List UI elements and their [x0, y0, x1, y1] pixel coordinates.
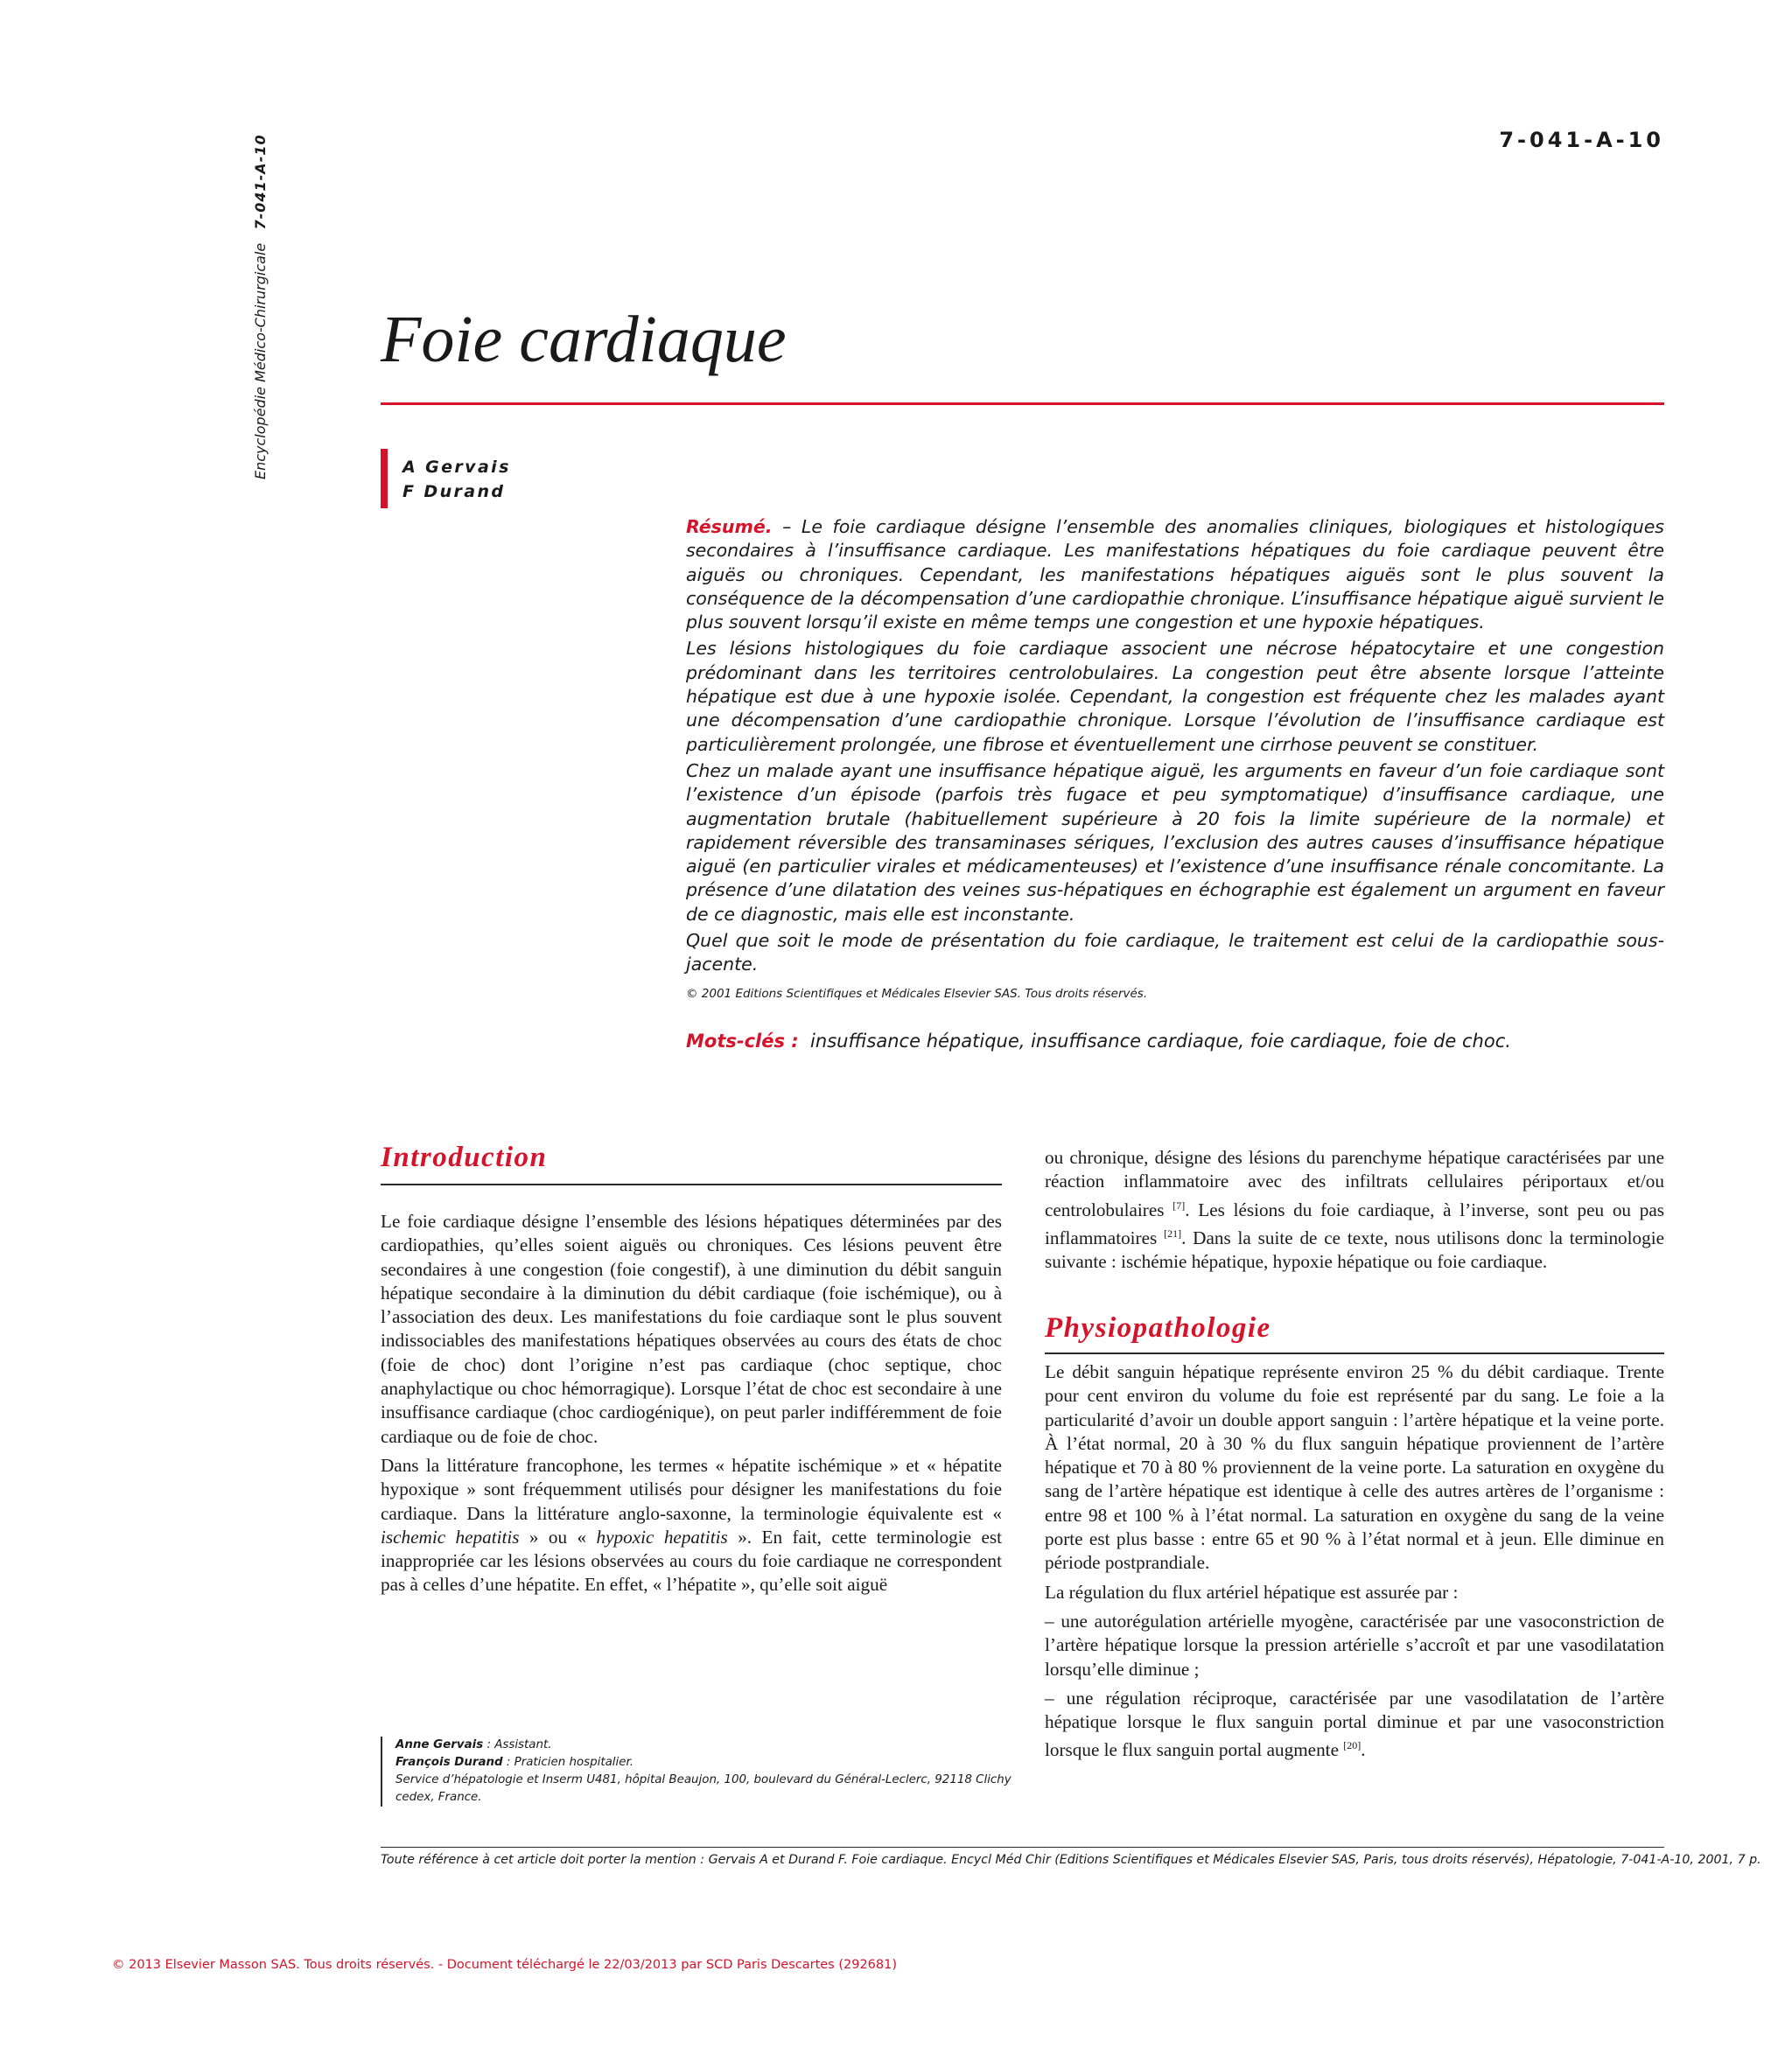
abstract-label: Résumé. [686, 516, 773, 537]
section-heading-physiopathologie: Physiopathologie [1045, 1312, 1271, 1344]
section-heading-rule [1045, 1353, 1664, 1354]
title-divider [381, 402, 1664, 405]
citation: [20] [1343, 1739, 1362, 1752]
section-heading-introduction: Introduction [381, 1142, 548, 1173]
introduction-continued [1045, 1146, 1664, 1280]
keywords-text: insuffisance hépatique, insuffisance cardiaque, foie cardiaque, foie de choc. [810, 1031, 1511, 1052]
abstract-paragraph [686, 515, 1664, 634]
paragraph: Dans la littérature francophone, les termes « hépatite ischémique » et « hépatite hypoxique » sont fréquemment utilisés pour désigner les manifestations du foie cardiaque. Dans la littérature anglo-saxonne, la terminologie équivalente est « ischemic hepatitis » ou « hypoxic hepatitis ». En fait, cette terminologie est inappropriée car les lésions observées au cours du foie cardiaque ne correspondent pas à celles d’une hépatite. En effet, « l’hépatite », qu’elle soit aiguë [381, 1454, 1002, 1596]
abstract-copyright: © 2001 Editions Scientifiques et Médicales Elsevier SAS. Tous droits réservés. [686, 986, 1148, 1001]
journal-code: 7-041-A-10 [252, 134, 269, 230]
keywords [686, 1031, 1664, 1052]
abstract-text: Le foie cardiaque désigne l’ensemble des anomalies cliniques, biologiques et histologiques secondaires à l’insuffisance cardiaque. Les manifestations hépatiques du foie cardiaque peuvent être aiguës ou chroniques. Cependant, les manifestations hépatiques aiguës sont le plus souvent la conséquence de la décompensation d’une cardiopathie chronique. L’insuffisance hépatique aiguë survient le plus souvent lorsqu’il existe en même temps une congestion et une hypoxie hépatiques. [686, 516, 1664, 633]
abstract-paragraph: Quel que soit le mode de présentation du foie cardiaque, le traitement est celui de la cardiopathie sous-jacente. [686, 930, 1664, 975]
abstract [686, 515, 1664, 1009]
italic-term: ischemic hepatitis [381, 1526, 520, 1548]
paragraph: ou chronique, désigne des lésions du parenchyme hépatique caractérisées par une réaction inflammatoire avec des infiltrats cellulaires périportaux et/ou centrolobulaires [7]. Les lésions du foie cardiaque, à l’inverse, sont peu ou pas inflammatoires [21]. Dans la suite de ce texte, nous utilisons donc la terminologie suivante : ischémie hépatique, hypoxie hépatique ou foie cardiaque. [1045, 1147, 1664, 1273]
author-name: A Gervais [402, 458, 511, 477]
reference-divider [381, 1847, 1664, 1848]
journal-name: Encyclopédie Médico-Chirurgicale [252, 242, 269, 479]
citation: [21] [1164, 1227, 1182, 1240]
document-reference: 7-041-A-10 [1499, 128, 1664, 152]
list-item: – une autorégulation artérielle myogène, caractérisée par une vasoconstriction de l’artère hépatique lorsque la pression artérielle s’accroît et par une vasodilatation lorsqu’elle diminue ; [1045, 1610, 1664, 1680]
keywords-label: Mots-clés : [686, 1031, 799, 1052]
side-journal-label [252, 134, 269, 479]
page-title: Foie cardiaque [381, 303, 787, 376]
download-notice: © 2013 Elsevier Masson SAS. Tous droits réservés. - Document téléchargé le 22/03/2013 par SCD Paris Descartes (292681) [112, 1958, 898, 1972]
abstract-paragraph: Chez un malade ayant une insuffisance hépatique aiguë, les arguments en faveur d’un foie cardiaque sont l’existence d’un épisode (parfois très fugace et peu symptomatique) d’insuffisance cardiaque, une augmentation brutale (habituellement supérieure à 20 fois la limite supérieure de la normale) et rapidement réversible des transaminases sériques, l’exclusion des autres causes d’insuffisance hépatique aiguë (en particulier virales et médicamenteuses) et l’existence d’une insuffisance rénale concomitante. La présence d’une dilatation des veines sus-hépatiques en échographie est également un argument en faveur de ce diagnostic, mais elle est inconstante. [686, 759, 1664, 925]
list-item: – une régulation réciproque, caractérisée par une vasodilatation de l’artère hépatique lorsque le flux sanguin portal diminue et par une vasoconstriction lorsque le flux sanguin portal augmente [20]. [1045, 1687, 1664, 1761]
abstract-dash: – [772, 516, 802, 537]
citation: [7] [1172, 1199, 1186, 1212]
author-name: F Durand [402, 482, 506, 501]
author-name: Anne Gervais [396, 1738, 484, 1751]
introduction-body [381, 1210, 1002, 1603]
paragraph: Le foie cardiaque désigne l’ensemble des lésions hépatiques déterminées par des cardiopathies, qu’elles soient aiguës ou chroniques. Ces lésions peuvent être secondaires à une congestion (foie congestif), à une diminution du débit sanguin hépatique secondaire à la diminution du débit cardiaque (foie ischémique), ou à l’association des deux. Les manifestations du foie cardiaque sont le plus souvent indissociables des manifestations hépatiques observées au cours des états de choc (foie de choc) dont l’origine n’est pas cardiaque (choc septique, choc anaphylactique ou choc hémorragique). Lorsque l’état de choc est secondaire à une insuffisance cardiaque (choc cardiogénique), on peut parler indifféremment de foie cardiaque ou de foie de choc. [381, 1211, 1002, 1447]
abstract-paragraph: Les lésions histologiques du foie cardiaque associent une nécrose hépatocytaire et une congestion prédominant dans les territoires centrolobulaires. La congestion peut être absente lorsque l’atteinte hépatique est due à une hypoxie isolée. Cependant, la congestion est fréquente chez les malades ayant une décompensation d’une cardiopathie chronique. Lorsque l’évolution de l’insuffisance cardiaque est particulièrement prolongée, une fibrose et éventuellement une cirrhose peuvent se constituer. [686, 638, 1664, 755]
author-name: François Durand [396, 1756, 503, 1769]
author-affiliation-note: Anne Gervais : Assistant. François Durand : Praticien hospitalier. Service d’hépatologie et Inserm U481, hôpital Beaujon, 100, boulevard du Général-Leclerc, 92118 Clichy cedex, France. [381, 1737, 1017, 1807]
author-list [402, 455, 511, 504]
affiliation: Service d’hépatologie et Inserm U481, hôpital Beaujon, 100, boulevard du Général-Leclerc, 92118 Clichy cedex, France. [396, 1773, 1012, 1804]
paragraph: Le débit sanguin hépatique représente environ 25 % du débit cardiaque. Trente pour cent environ du volume du foie est représenté par du sang. Le foie a la particularité d’avoir un double apport sanguin : l’artère hépatique et la veine porte. À l’état normal, 20 à 30 % du flux sanguin hépatique proviennent de l’artère hépatique et 70 à 80 % proviennent de la veine porte. La saturation en oxygène du sang de l’artère hépatique est identique à celle des autres artères de l’organisme : entre 98 et 100 % à l’état normal. La saturation en oxygène du sang de la veine porte est plus basse : entre 65 et 90 % à l’état normal et à jeun. Elle diminue en période postprandiale. [1045, 1361, 1664, 1574]
italic-term: hypoxic hepatitis [596, 1526, 728, 1548]
section-heading-rule [381, 1184, 1002, 1185]
physiopathologie-body [1045, 1360, 1664, 1768]
author-accent-bar [381, 449, 388, 508]
paragraph: La régulation du flux artériel hépatique est assurée par : [1045, 1581, 1459, 1603]
citation-reference-line: Toute référence à cet article doit porter la mention : Gervais A et Durand F. Foie cardiaque. Encycl Méd Chir (Editions Scientifiques et Médicales Elsevier SAS, Paris, tous droits réservés), Hépatologie, 7-041-A-10, 2001, 7 p. [381, 1853, 1761, 1867]
